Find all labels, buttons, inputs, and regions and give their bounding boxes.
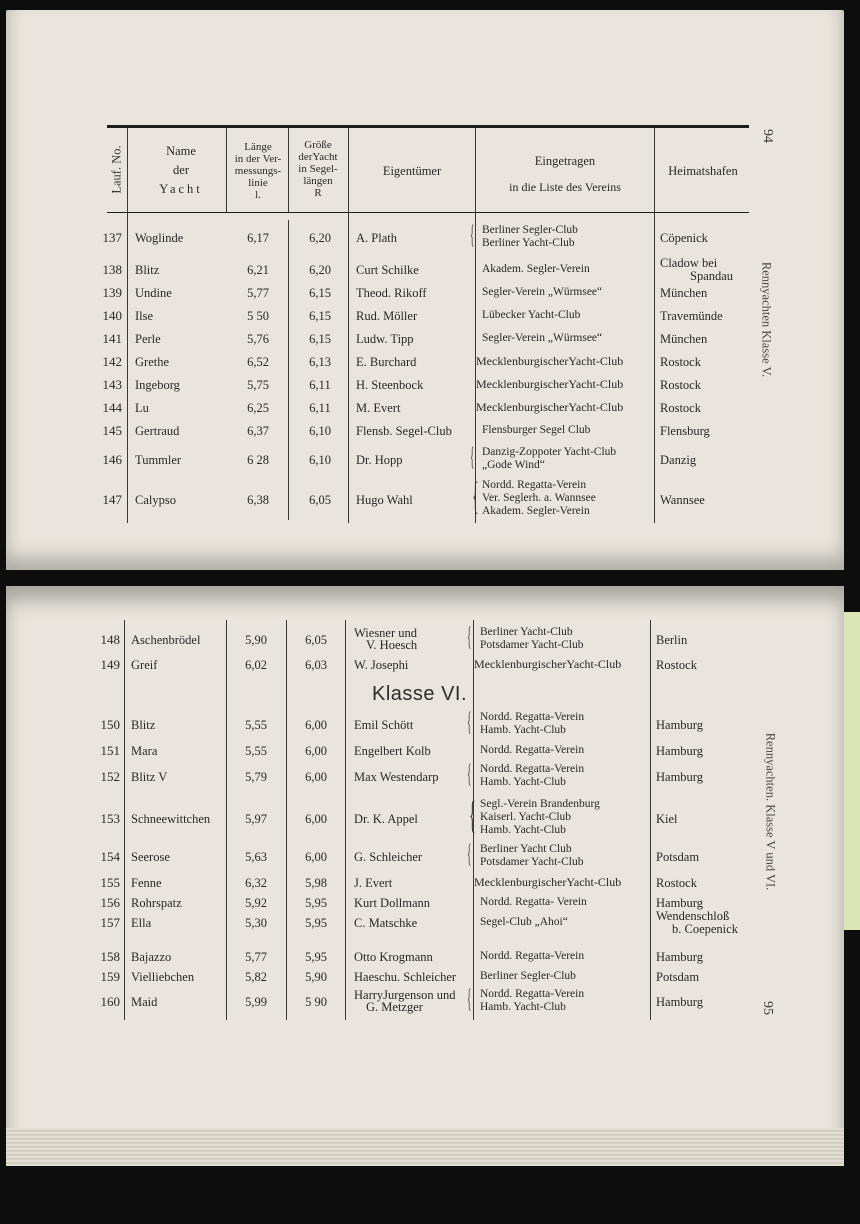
laenge-value: 6,37 xyxy=(247,424,269,438)
laenge-value: 5,99 xyxy=(245,995,267,1009)
club: Danzig-Zoppoter Yacht-Club xyxy=(482,446,617,458)
page-number-top: 94 xyxy=(760,129,775,143)
club: Nordd. Regatta-Verein xyxy=(480,763,585,775)
header-eigentuemer: Eigentümer xyxy=(382,164,442,178)
header-eingetragen-l1: Eingetragen xyxy=(534,154,596,168)
col-rule xyxy=(348,128,349,523)
yacht-name: Schneewittchen xyxy=(131,812,211,826)
heimatshafen: Potsdam xyxy=(656,850,700,864)
header-laenge-l2: in der Ver- xyxy=(234,153,282,165)
groesse-value: 5,95 xyxy=(305,896,327,910)
groesse-value: 5,98 xyxy=(305,876,327,890)
col-rule xyxy=(124,620,125,1020)
club: MecklenburgischerYacht-Club xyxy=(474,875,622,889)
groesse-value: 5 90 xyxy=(305,995,327,1009)
brace: { xyxy=(467,759,472,788)
laenge-value: 5,77 xyxy=(247,286,269,300)
lauf-no: 145 xyxy=(102,423,122,438)
yacht-name: Fenne xyxy=(131,876,162,890)
header-groesse-l4: längen xyxy=(303,175,333,187)
laenge-value: 6,38 xyxy=(247,493,269,507)
owner: Curt Schilke xyxy=(356,263,419,277)
bookmark-tab xyxy=(844,612,860,930)
header-laenge-l4: linie xyxy=(248,177,268,189)
club: „Gode Wind“ xyxy=(482,459,545,471)
club: Hamb. Yacht-Club xyxy=(480,776,566,788)
lauf-no: 157 xyxy=(100,915,120,930)
brace: { xyxy=(472,475,479,518)
laenge-value: 5,75 xyxy=(247,378,269,392)
laenge-value: 5,63 xyxy=(245,850,267,864)
header-groesse-l2: derYacht xyxy=(298,151,338,163)
club: Hamb. Yacht-Club xyxy=(480,724,566,736)
laenge-value: 5,55 xyxy=(245,718,267,732)
heimatshafen: Hamburg xyxy=(656,995,703,1009)
owner: Flensb. Segel-Club xyxy=(356,424,452,438)
header-laenge xyxy=(228,141,288,201)
lauf-no: 147 xyxy=(102,492,122,507)
header-name-l3: Yacht xyxy=(159,182,203,196)
club: Berliner Segler-Club xyxy=(482,224,578,236)
lauf-no: 139 xyxy=(102,285,122,300)
lauf-no: 160 xyxy=(100,994,120,1009)
yacht-name: Undine xyxy=(135,286,172,300)
groesse-value: 6,20 xyxy=(309,263,331,277)
laenge-value: 6,21 xyxy=(247,263,269,277)
laenge-value: 5,90 xyxy=(245,633,267,647)
heimatshafen: Rostock xyxy=(660,401,701,415)
lauf-no: 150 xyxy=(100,717,120,732)
groesse-value: 6,00 xyxy=(305,770,327,784)
groesse-value: 6,03 xyxy=(305,658,327,672)
lauf-no: 151 xyxy=(100,743,120,758)
laenge-value: 5,97 xyxy=(245,812,267,826)
header-name-l2: der xyxy=(173,163,189,177)
brace: { xyxy=(470,220,475,249)
owner: HarryJurgenson und xyxy=(354,988,456,1002)
lauf-no: 142 xyxy=(102,354,122,369)
col-rule xyxy=(288,220,289,520)
laenge-value: 5,30 xyxy=(245,916,267,930)
heimatshafen: Rostock xyxy=(660,355,701,369)
club: Lübecker Yacht-Club xyxy=(482,309,581,321)
yacht-name: Bajazzo xyxy=(131,950,172,964)
header-laenge-l3: messungs- xyxy=(234,165,282,177)
club: Segel-Club „Ahoi“ xyxy=(480,916,568,928)
owner: Kurt Dollmann xyxy=(354,896,431,910)
groesse-value: 6,11 xyxy=(309,401,331,415)
brace: { xyxy=(467,707,472,736)
header-lauf-no: Lauf. No. xyxy=(109,145,124,194)
groesse-value: 6,15 xyxy=(309,286,331,300)
yacht-name: Perle xyxy=(135,332,161,346)
owner: J. Evert xyxy=(354,876,393,890)
club: MecklenburgischerYacht-Club xyxy=(476,354,624,368)
lauf-no: 152 xyxy=(100,769,120,784)
groesse-value: 6,00 xyxy=(305,744,327,758)
club: Segler-Verein „Würmsee“ xyxy=(482,286,603,298)
owner: Max Westendarp xyxy=(354,770,439,784)
col-rule xyxy=(654,128,655,523)
brace: { xyxy=(467,984,472,1013)
owner: E. Burchard xyxy=(356,355,417,369)
heimatshafen: Rostock xyxy=(660,378,701,392)
owner: M. Evert xyxy=(356,401,401,415)
groesse-value: 6,05 xyxy=(305,633,327,647)
groesse-value: 6,13 xyxy=(309,355,331,369)
yacht-name: Lu xyxy=(135,401,149,415)
header-heimatshafen: Heimatshafen xyxy=(668,164,738,178)
lauf-no: 148 xyxy=(100,632,120,647)
club: Potsdamer Yacht-Club xyxy=(480,856,584,868)
heimatshafen: Berlin xyxy=(656,633,688,647)
heimatshafen: Rostock xyxy=(656,658,697,672)
laenge-value: 5,79 xyxy=(245,770,267,784)
groesse-value: 6,05 xyxy=(309,493,331,507)
yacht-name: Greif xyxy=(131,658,158,672)
club: Hamb. Yacht-Club xyxy=(480,824,566,836)
yacht-name: Calypso xyxy=(135,493,176,507)
table-top-rule xyxy=(107,125,749,128)
header-groesse xyxy=(288,139,348,199)
running-head-top: Rennyachten Klasse V. xyxy=(759,261,774,378)
groesse-value: 6,10 xyxy=(309,424,331,438)
yacht-name: Seerose xyxy=(131,850,170,864)
groesse-value: 6,11 xyxy=(309,378,331,392)
lauf-no: 149 xyxy=(100,657,120,672)
owner: Rud. Möller xyxy=(356,309,418,323)
groesse-value: 6,15 xyxy=(309,309,331,323)
groesse-value: 6,00 xyxy=(305,812,327,826)
col-rule xyxy=(226,128,227,212)
owner: A. Plath xyxy=(356,231,397,245)
groesse-value: 5,95 xyxy=(305,950,327,964)
laenge-value: 5,77 xyxy=(245,950,267,964)
lauf-no: 159 xyxy=(100,969,120,984)
header-name xyxy=(136,142,226,199)
yacht-name: Vielliebchen xyxy=(131,970,195,984)
col-rule xyxy=(226,620,227,1020)
col-rule xyxy=(650,620,651,1020)
owner: Hugo Wahl xyxy=(356,493,413,507)
owner: Dr. Hopp xyxy=(356,453,403,467)
heimatshafen: Hamburg xyxy=(656,718,703,732)
groesse-value: 5,95 xyxy=(305,916,327,930)
heimatshafen: Potsdam xyxy=(656,970,700,984)
groesse-value: 5,90 xyxy=(305,970,327,984)
col-rule xyxy=(475,128,476,523)
club: Kaiserl. Yacht-Club xyxy=(480,811,572,823)
club: Berliner Yacht-Club xyxy=(480,626,573,638)
yacht-name: Ilse xyxy=(135,309,154,323)
club: Hamb. Yacht-Club xyxy=(480,1001,566,1013)
lauf-no: 140 xyxy=(102,308,122,323)
heimatshafen: Spandau xyxy=(690,269,734,283)
club: Berliner Segler-Club xyxy=(480,970,576,982)
laenge-value: 6,02 xyxy=(245,658,267,672)
owner: Theod. Rikoff xyxy=(356,286,427,300)
laenge-value: 5 50 xyxy=(247,309,269,323)
col-rule xyxy=(286,620,287,1020)
heimatshafen: Wannsee xyxy=(660,493,705,507)
owner: W. Josephi xyxy=(354,658,409,672)
header-name-l1: Name xyxy=(166,144,196,158)
yacht-name: Mara xyxy=(131,744,158,758)
groesse-value: 6,15 xyxy=(309,332,331,346)
club: Berliner Yacht Club xyxy=(480,843,572,855)
club: MecklenburgischerYacht-Club xyxy=(474,657,622,671)
club: Potsdamer Yacht-Club xyxy=(480,639,584,651)
header-groesse-l1: Größe xyxy=(304,139,332,151)
yacht-name: Blitz xyxy=(131,718,156,732)
club: Nordd. Regatta-Verein xyxy=(480,744,585,756)
club: Segl.-Verein Brandenburg xyxy=(480,798,600,810)
club: Nordd. Regatta-Verein xyxy=(482,479,587,491)
lauf-no: 144 xyxy=(102,400,122,415)
heimatshafen: Danzig xyxy=(660,453,697,467)
yacht-name: Ingeborg xyxy=(135,378,180,392)
heimatshafen: Rostock xyxy=(656,876,697,890)
club: Segler-Verein „Würmsee“ xyxy=(482,332,603,344)
heimatshafen: Hamburg xyxy=(656,770,703,784)
heimatshafen: Cöpenick xyxy=(660,231,708,245)
club: Nordd. Regatta-Verein xyxy=(480,711,585,723)
heimatshafen: Flensburg xyxy=(660,424,710,438)
heimatshafen: Kiel xyxy=(656,812,678,826)
lauf-no: 137 xyxy=(102,230,122,245)
club: Flensburger Segel Club xyxy=(482,424,591,436)
col-rule xyxy=(288,128,289,212)
owner: H. Steenbock xyxy=(356,378,424,392)
club: Akadem. Segler-Verein xyxy=(482,505,590,517)
owner: Dr. K. Appel xyxy=(354,812,418,826)
yacht-name: Blitz V xyxy=(131,770,168,784)
header-eingetragen xyxy=(476,148,654,200)
yacht-name: Grethe xyxy=(135,355,170,369)
club: Nordd. Regatta-Verein xyxy=(480,950,585,962)
lauf-no: 146 xyxy=(102,452,122,467)
lauf-no: 156 xyxy=(100,895,120,910)
lauf-no: 141 xyxy=(102,331,122,346)
laenge-value: 6,25 xyxy=(247,401,269,415)
owner: Ludw. Tipp xyxy=(356,332,414,346)
header-laenge-l5: l. xyxy=(255,189,261,201)
laenge-value: 6 28 xyxy=(247,453,269,467)
lauf-no: 158 xyxy=(100,949,120,964)
header-groesse-l5: R xyxy=(314,187,322,199)
yacht-name: Ella xyxy=(131,916,152,930)
laenge-value: 5,76 xyxy=(247,332,269,346)
owner: V. Hoesch xyxy=(366,638,418,652)
laenge-value: 6,32 xyxy=(245,876,267,890)
owner: Otto Krogmann xyxy=(354,950,433,964)
club: Berliner Yacht-Club xyxy=(482,237,575,249)
owner: C. Matschke xyxy=(354,916,418,930)
groesse-value: 6,20 xyxy=(309,231,331,245)
yacht-name: Blitz xyxy=(135,263,160,277)
header-bottom-rule xyxy=(107,212,749,213)
owner: Haeschu. Schleicher xyxy=(354,970,457,984)
laenge-value: 6,17 xyxy=(247,231,269,245)
brace: { xyxy=(467,622,472,651)
laenge-value: 5,82 xyxy=(245,970,267,984)
groesse-value: 6,00 xyxy=(305,850,327,864)
laenge-value: 5,92 xyxy=(245,896,267,910)
col-rule xyxy=(127,128,128,523)
laenge-value: 6,52 xyxy=(247,355,269,369)
page-edges xyxy=(6,1128,844,1166)
heimatshafen: Cladow bei xyxy=(660,256,718,270)
club: MecklenburgischerYacht-Club xyxy=(476,400,624,414)
heimatshafen: Hamburg xyxy=(656,744,703,758)
yacht-name: Maid xyxy=(131,995,158,1009)
club: Nordd. Regatta-Verein xyxy=(480,988,585,1000)
brace: { xyxy=(467,839,472,868)
club: MecklenburgischerYacht-Club xyxy=(476,377,624,391)
lauf-no: 143 xyxy=(102,377,122,392)
lauf-no: 155 xyxy=(100,875,120,890)
yacht-name: Tummler xyxy=(135,453,182,467)
yacht-name: Aschenbrödel xyxy=(131,633,201,647)
groesse-value: 6,00 xyxy=(305,718,327,732)
header-groesse-l3: in Segel- xyxy=(298,163,338,175)
brace: { xyxy=(470,442,475,471)
heimatshafen: München xyxy=(660,286,708,300)
lauf-no: 138 xyxy=(102,262,122,277)
club: Nordd. Regatta- Verein xyxy=(480,896,587,908)
heimatshafen: München xyxy=(660,332,708,346)
heimatshafen: Wendenschloß xyxy=(656,909,730,923)
running-head-bottom: Rennyachten. Klasse V und VI. xyxy=(763,732,778,891)
heimatshafen: Hamburg xyxy=(656,896,703,910)
heimatshafen: Travemünde xyxy=(660,309,723,323)
brace: { xyxy=(469,794,476,837)
heimatshafen: b. Coepenick xyxy=(672,922,738,936)
col-rule xyxy=(345,620,346,1020)
section-title: Klasse VI. xyxy=(372,683,468,705)
owner: Emil Schött xyxy=(354,718,414,732)
lauf-no: 154 xyxy=(100,849,120,864)
club: Ver. Seglerh. a. Wannsee xyxy=(482,492,596,504)
page-number-bottom: 95 xyxy=(760,1001,775,1015)
yacht-name: Gertraud xyxy=(135,424,180,438)
header-laenge-l1: Länge xyxy=(244,141,272,153)
heimatshafen: Hamburg xyxy=(656,950,703,964)
owner: G. Metzger xyxy=(366,1000,423,1014)
groesse-value: 6,10 xyxy=(309,453,331,467)
yacht-name: Rohrspatz xyxy=(131,896,182,910)
owner: G. Schleicher xyxy=(354,850,423,864)
club: Akadem. Segler-Verein xyxy=(482,263,590,275)
laenge-value: 5,55 xyxy=(245,744,267,758)
lauf-no: 153 xyxy=(100,811,120,826)
owner: Wiesner und xyxy=(354,626,418,640)
header-eingetragen-l2: in die Liste des Vereins xyxy=(509,180,621,194)
owner: Engelbert Kolb xyxy=(354,744,431,758)
yacht-name: Woglinde xyxy=(135,231,184,245)
